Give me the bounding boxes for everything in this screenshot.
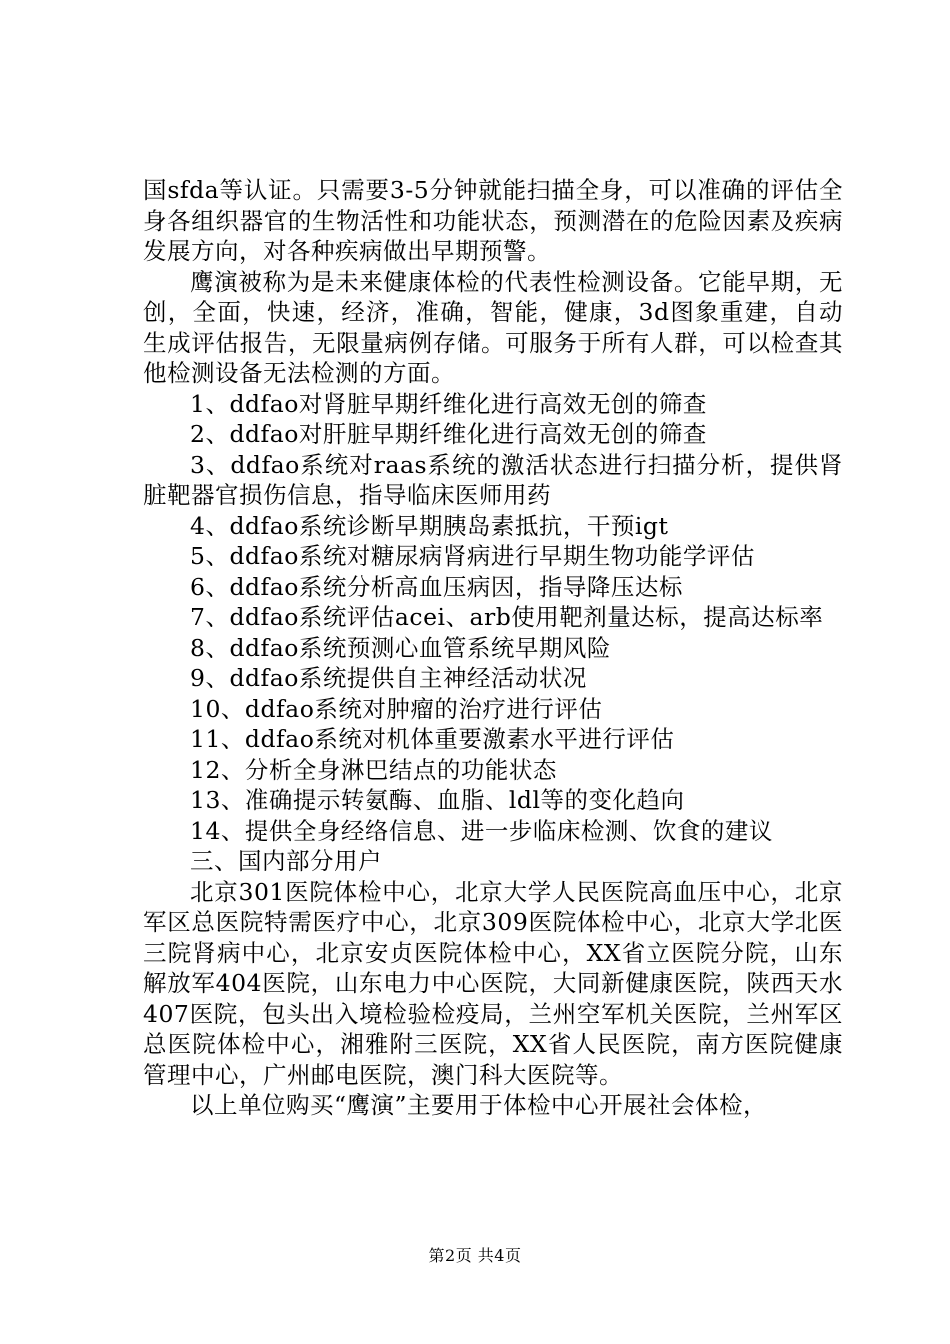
list-item: 9、ddfao系统提供自主神经活动状况 <box>190 664 587 692</box>
document-body <box>143 175 843 1121</box>
list-item: 14、提供全身经络信息、进一步临床检测、饮食的建议 <box>190 816 773 845</box>
list-item: 7、ddfao系统评估acei、arb使用靶剂量达标，提高达标率 <box>190 603 824 631</box>
list-item: 8、ddfao系统预测心血管系统早期风险 <box>190 633 611 662</box>
list-item: 4、ddfao系统诊断早期胰岛素抵抗，干预igt <box>190 511 669 540</box>
list-item: 13、准确提示转氨酶、血脂、ldl等的变化趋向 <box>190 786 685 814</box>
paragraph-purchase-purpose: 以上单位购买“鹰演”主要用于体检中心开展社会体检， <box>190 1091 768 1119</box>
paragraph-user-list: 北京301医院体检中心，北京大学人民医院高血压中心，北京军区总医院特需医疗中心，北京309医院体检中心，北京大学北医三院肾病中心，北京安贞医院体检中心，XX省立医院分院，山东解放军404医院，山东电力中心医院，大同新健康医院，陕西天水407医院，包头出入境检验检疫局，兰州空军机关医院，兰州军区总医院体检中心，湘雅附三医院，XX省人民医院，南方医院健康管理中心，广州邮电医院，澳门科大医院等。 <box>143 877 843 1089</box>
paragraph-intro-continued: 国sfda等认证。只需要3-5分钟就能扫描全身，可以准确的评估全身各组织器官的生物活性和功能状态，预测潜在的危险因素及疾病发展方向，对各种疾病做出早期预警。 <box>143 176 843 265</box>
page-number-footer: 第2页 共4页 <box>428 1246 522 1265</box>
list-item: 5、ddfao系统对糖尿病肾病进行早期生物功能学评估 <box>190 542 755 570</box>
list-item: 12、分析全身淋巴结点的功能状态 <box>190 755 557 784</box>
list-item: 2、ddfao对肝脏早期纤维化进行高效无创的筛查 <box>190 420 707 448</box>
section-heading: 三、国内部分用户 <box>190 847 382 875</box>
list-item: 11、ddfao系统对机体重要激素水平进行评估 <box>190 725 675 753</box>
list-item: 3、ddfao系统对raas系统的激活状态进行扫描分析，提供肾脏靶器官损伤信息，指导临床医师用药 <box>143 450 843 509</box>
paragraph-device-overview: 鹰演被称为是未来健康体检的代表性检测设备。它能早期，无创，全面，快速，经济，准确，智能，健康，3d图象重建，自动生成评估报告，无限量病例存储。可服务于所有人群，可以检查其他检测设备无法检测的方面。 <box>143 267 843 387</box>
list-item: 1、ddfao对肾脏早期纤维化进行高效无创的筛查 <box>190 389 707 418</box>
list-item: 6、ddfao系统分析高血压病因，指导降压达标 <box>190 572 683 601</box>
list-item: 10、ddfao系统对肿瘤的治疗进行评估 <box>190 694 603 723</box>
